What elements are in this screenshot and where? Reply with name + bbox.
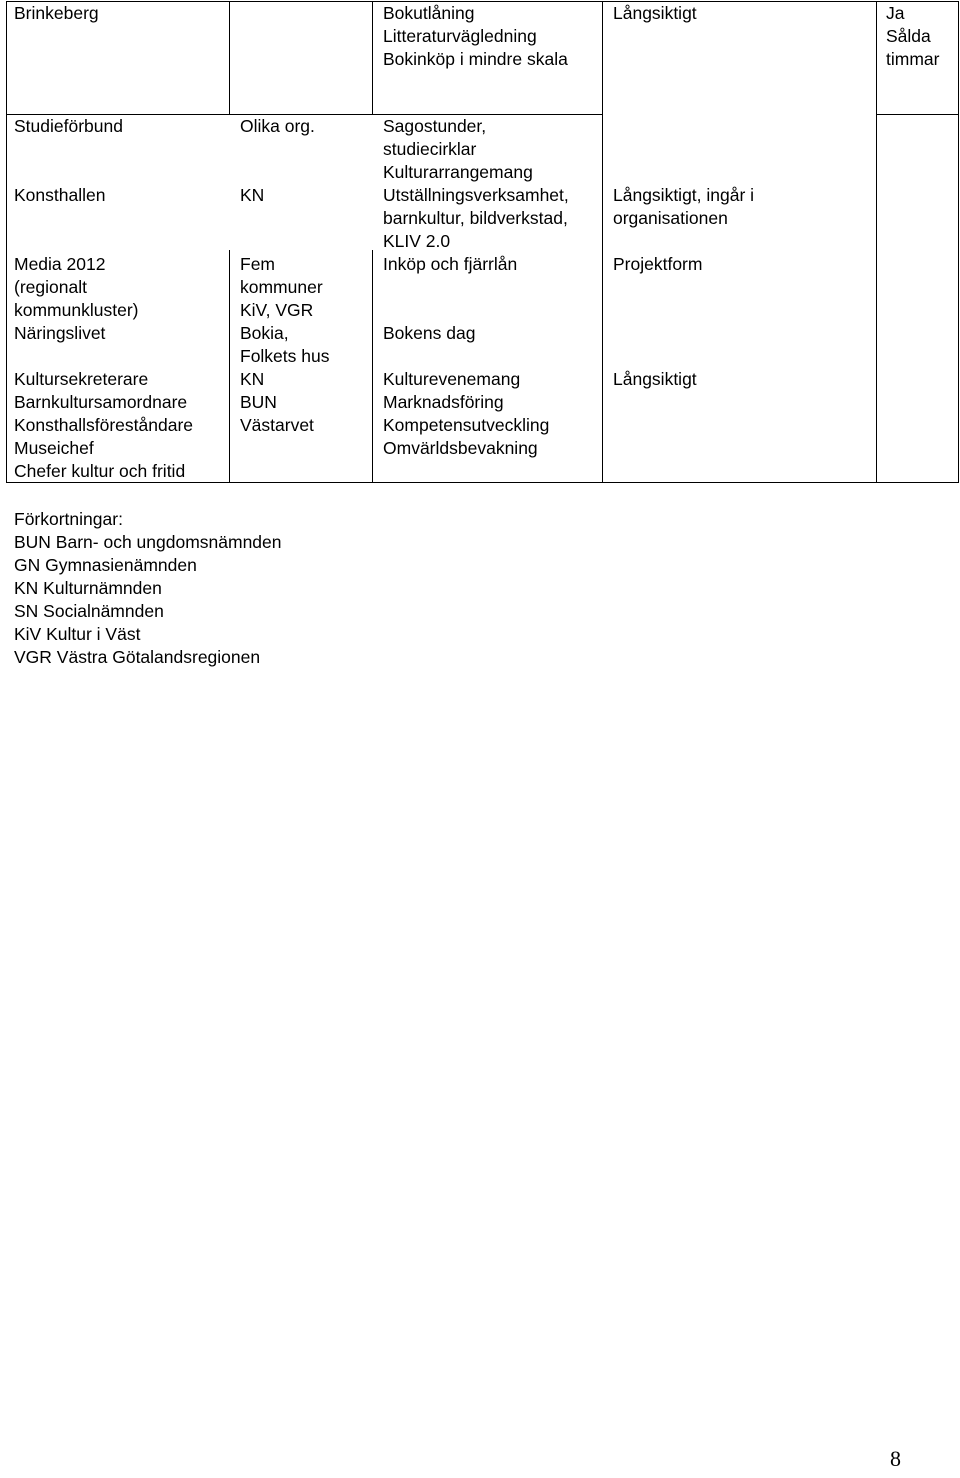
- cell-partners-row2: [240, 115, 315, 138]
- cell-text: Chefer kultur och fritid: [14, 461, 186, 481]
- cell-timeframe-row6: [613, 368, 697, 391]
- cell-text: Långsiktigt: [613, 369, 697, 389]
- column-divider: [876, 1, 877, 483]
- cell-text: KN: [240, 185, 265, 205]
- cell-text: Kultursekreterare: [14, 369, 149, 389]
- abbreviation-item: BUN Barn- och ungdomsnämnden: [14, 532, 282, 552]
- abbreviation-item: KN Kulturnämnden: [14, 578, 162, 598]
- cell-activities-row4: [383, 253, 517, 276]
- cell-resources-row1: [886, 2, 939, 71]
- cell-activities-row5: [383, 322, 475, 345]
- cell-text: Litteraturvägledning: [383, 26, 537, 46]
- cell-text: Konsthallsföreståndare: [14, 415, 193, 435]
- abbreviations-heading: Förkortningar:: [14, 509, 123, 529]
- cell-text: kommuner: [240, 277, 323, 297]
- table-border-left: [6, 1, 7, 483]
- cell-text: KN: [240, 369, 265, 389]
- column-divider: [372, 250, 373, 483]
- cell-organisation-row5: [14, 322, 105, 345]
- cell-organisation-row6: [14, 368, 193, 483]
- cell-text: Västarvet: [240, 415, 314, 435]
- cell-activities-row1: [383, 2, 568, 71]
- cell-text: Näringslivet: [14, 323, 106, 343]
- abbreviation-item: KiV Kultur i Väst: [14, 624, 141, 644]
- column-divider: [372, 1, 373, 114]
- column-divider: [229, 1, 230, 114]
- cell-text: Museichef: [14, 438, 94, 458]
- cell-text: Utställningsverksamhet,: [383, 185, 569, 205]
- cell-text: Bokens dag: [383, 323, 476, 343]
- cell-text: Brinkeberg: [14, 3, 99, 23]
- table-border-right: [958, 1, 959, 483]
- cell-text: Olika org.: [240, 116, 315, 136]
- abbreviations-list: [14, 508, 282, 669]
- page-number: 8: [890, 1446, 901, 1471]
- cell-text: Långsiktigt, ingår i: [613, 185, 755, 205]
- abbreviation-item: GN Gymnasienämnden: [14, 555, 197, 575]
- cell-text: Kompetensutveckling: [383, 415, 550, 435]
- cell-text: Marknadsföring: [383, 392, 504, 412]
- column-divider: [229, 250, 230, 483]
- cell-text: KLIV 2.0: [383, 231, 451, 251]
- cell-text: Sålda: [886, 26, 931, 46]
- cell-text: Media 2012: [14, 254, 106, 274]
- cell-text: Barnkultursamordnare: [14, 392, 188, 412]
- cell-text: Sagostunder,: [383, 116, 487, 136]
- cell-text: timmar: [886, 49, 940, 69]
- column-divider: [602, 1, 603, 483]
- cell-partners-row4: [240, 253, 323, 322]
- cell-text: KiV, VGR: [240, 300, 314, 320]
- cell-organisation-row2: [14, 115, 123, 138]
- cell-text: Bokinköp i mindre skala: [383, 49, 568, 69]
- cell-partners-row3: [240, 184, 264, 207]
- cell-text: Inköp och fjärrlån: [383, 254, 518, 274]
- cell-activities-row3: [383, 184, 569, 253]
- cell-timeframe-row1: [613, 2, 697, 25]
- cell-text: Folkets hus: [240, 346, 330, 366]
- cell-text: barnkultur, bildverkstad,: [383, 208, 568, 228]
- cell-activities-row2: [383, 115, 533, 184]
- cell-text: studiecirklar: [383, 139, 477, 159]
- row-divider: [876, 114, 958, 115]
- cell-activities-row6: [383, 368, 549, 460]
- cell-text: Bokia,: [240, 323, 289, 343]
- abbreviation-item: SN Socialnämnden: [14, 601, 164, 621]
- abbreviation-item: VGR Västra Götalandsregionen: [14, 647, 261, 667]
- cell-partners-row6: [240, 368, 314, 437]
- cell-timeframe-row3: [613, 184, 754, 230]
- cell-text: organisationen: [613, 208, 728, 228]
- cell-text: Ja: [886, 3, 905, 23]
- cell-text: kommunkluster): [14, 300, 139, 320]
- cell-text: Långsiktigt: [613, 3, 697, 23]
- cell-text: Omvärldsbevakning: [383, 438, 538, 458]
- cell-text: (regionalt: [14, 277, 87, 297]
- cell-organisation-row3: [14, 184, 105, 207]
- cell-text: BUN: [240, 392, 277, 412]
- cell-text: Studieförbund: [14, 116, 123, 136]
- cell-organisation-row1: [14, 2, 99, 25]
- cell-text: Kulturevenemang: [383, 369, 521, 389]
- cell-partners-row5: [240, 322, 329, 368]
- cell-text: Bokutlåning: [383, 3, 475, 23]
- cell-text: Projektform: [613, 254, 703, 274]
- cell-text: Fem: [240, 254, 275, 274]
- cell-text: Konsthallen: [14, 185, 106, 205]
- cell-text: Kulturarrangemang: [383, 162, 533, 182]
- cell-timeframe-row4: [613, 253, 702, 276]
- cell-organisation-row4: [14, 253, 138, 322]
